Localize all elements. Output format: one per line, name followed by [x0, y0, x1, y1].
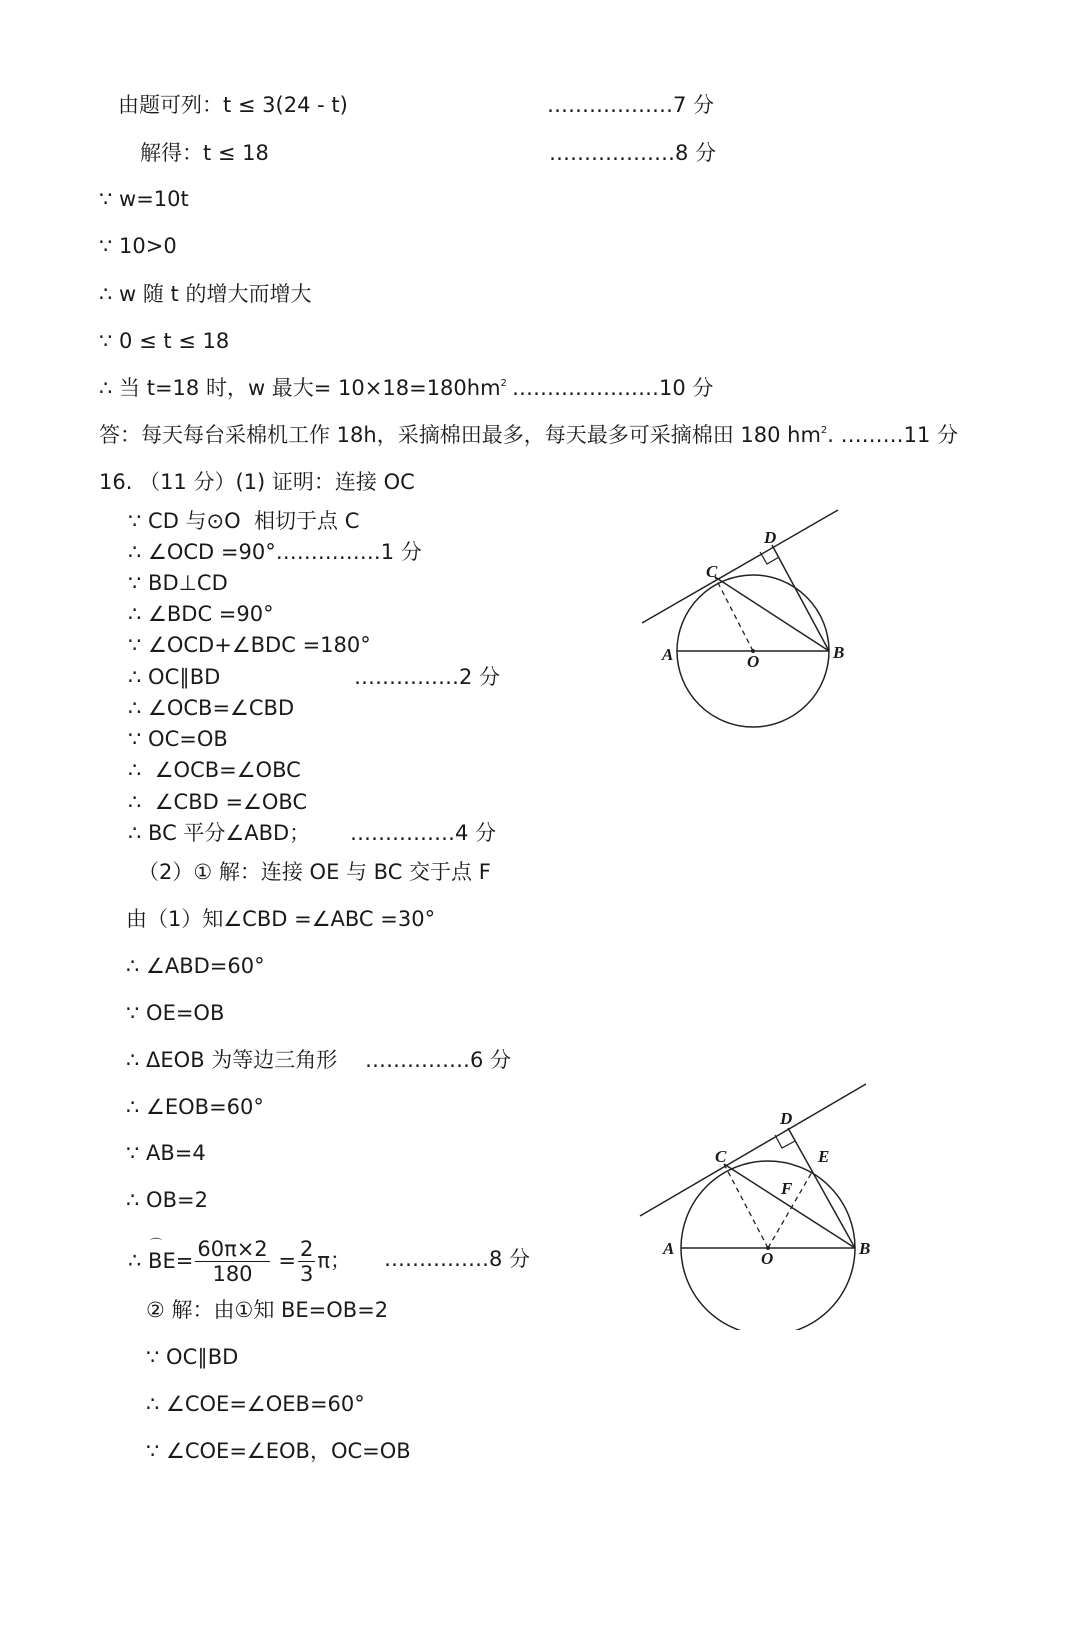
text-line [146, 1299, 388, 1322]
score-marker: ………………8 分 [549, 141, 717, 165]
line-text: 由题可列：t ≤ 3(24 - t) [118, 93, 348, 117]
line-text: 16. （11 分）(1) 证明：连接 OC [99, 470, 415, 494]
line-text: ∵ OC=OB [128, 727, 228, 751]
line-text: ∴ ∠CBD =∠OBC [128, 790, 308, 814]
text-line [140, 142, 269, 165]
line-text: ∵ 0 ≤ t ≤ 18 [99, 329, 230, 353]
label-d: D [780, 1109, 793, 1128]
superscript: 2 [500, 378, 507, 389]
text-line [99, 283, 311, 306]
arc-score: ……………8 分 [384, 1247, 531, 1271]
line-text: ∴ 当 t=18 时，w 最大= 10×18=180hm [99, 376, 501, 400]
geometry-figure-2 [638, 1080, 878, 1330]
fraction-1-numerator: 60π×2 [197, 1237, 268, 1261]
text-line [128, 603, 274, 626]
text-line [138, 861, 491, 884]
score-marker: ……………6 分 [365, 1048, 512, 1072]
circle-o [681, 1161, 855, 1330]
line-text: ∵ ∠COE=∠EOB，OC=OB [146, 1439, 411, 1463]
line-text: ② 解：由①知 BE=OB=2 [146, 1298, 389, 1322]
line-text: ∴ ΔEOB 为等边三角形 [126, 1048, 338, 1072]
text-line [128, 510, 359, 533]
text-line [118, 94, 348, 117]
text-line [128, 759, 301, 782]
label-a: A [663, 1239, 675, 1258]
text-line [128, 666, 220, 689]
line-text: ∴ w 随 t 的增大而增大 [99, 282, 312, 306]
label-b: B [833, 643, 845, 662]
line-text: ∵ 10>0 [99, 234, 177, 258]
geometry-figure-1 [640, 505, 860, 735]
segment-oc-dashed [724, 1164, 768, 1248]
line-text: 解得：t ≤ 18 [140, 141, 269, 165]
line-text: ∴ ∠OCD =90°……………1 分 [128, 540, 422, 564]
label-d: D [764, 528, 777, 547]
line-text: ∴ ∠BDC =90° [128, 602, 274, 626]
line-text: ∴ OB=2 [126, 1188, 208, 1212]
text-line [126, 1189, 208, 1212]
label-e: E [818, 1147, 830, 1166]
text-line [128, 822, 310, 845]
arc-suffix: π； [317, 1248, 351, 1273]
fraction-1 [195, 1238, 269, 1285]
text-line [126, 1049, 337, 1072]
line-text: ∵ OE=OB [126, 1001, 225, 1025]
label-o: O [761, 1249, 774, 1268]
text-line [99, 330, 229, 353]
label-f: F [781, 1179, 793, 1198]
line-text: ∴ BC 平分∠ABD； [128, 821, 311, 845]
text-line [128, 697, 294, 720]
segment-oc-dashed [715, 577, 753, 651]
line-text: ∵ AB=4 [126, 1141, 206, 1165]
text-line [99, 424, 958, 447]
text-line [126, 1142, 206, 1165]
score-marker: ………………7 分 [547, 93, 715, 117]
line-text: ∴ ∠COE=∠OEB=60° [146, 1392, 365, 1416]
right-angle-mark [775, 1135, 795, 1148]
score-marker: ……………2 分 [354, 665, 501, 689]
line-text: ∴ ∠ABD=60° [126, 954, 265, 978]
segment-cb [724, 1164, 855, 1248]
line-text: ∴ OC∥BD [128, 665, 221, 689]
line-text: ∵ CD 与⊙O 相切于点 C [128, 509, 360, 533]
segment-db [772, 545, 829, 651]
text-line [99, 471, 415, 494]
text-line [128, 634, 371, 657]
segment-cb [715, 577, 829, 651]
score-marker: …………………10 分 [512, 376, 714, 400]
superscript: 2 [820, 425, 828, 436]
text-line [128, 572, 228, 595]
tangent-line-cd [640, 1084, 866, 1216]
line-text: ∵ OC∥BD [146, 1345, 239, 1369]
line-text: ∵ w=10t [99, 187, 189, 211]
score-marker: ……………4 分 [350, 821, 497, 845]
arc-be-label: ⌒ BE [148, 1249, 176, 1273]
segment-db [788, 1128, 855, 1248]
label-b: B [859, 1239, 871, 1258]
text-line [128, 728, 228, 751]
fraction-2-denominator: 3 [299, 1262, 314, 1287]
line-text: ∵ ∠OCD+∠BDC =180° [128, 633, 371, 657]
line-text: 由（1）知∠CBD =∠ABC =30° [126, 907, 436, 931]
label-o: O [747, 652, 760, 671]
text-line [146, 1346, 238, 1369]
label-c: C [706, 562, 718, 581]
text-line [126, 908, 435, 931]
tangent-line-cd [642, 510, 838, 623]
fraction-2-numerator: 2 [299, 1237, 314, 1261]
text-line [146, 1393, 365, 1416]
text-line [99, 235, 177, 258]
line-tail: . ………11 分 [827, 423, 959, 447]
arc-eq2: = [278, 1248, 296, 1273]
text-line [126, 1002, 224, 1025]
text-line [99, 188, 189, 211]
text-line [128, 541, 422, 564]
text-line [99, 377, 507, 400]
text-line [126, 1096, 264, 1119]
line-text: （2）① 解：连接 OE 与 BC 交于点 F [138, 860, 491, 884]
text-line [128, 791, 307, 814]
text-line [126, 955, 265, 978]
arc-prefix: ∴ [128, 1248, 149, 1273]
line-text: ∴ ∠EOB=60° [126, 1095, 264, 1119]
arc-length-line [128, 1238, 351, 1285]
arc-eq: = [175, 1248, 194, 1273]
line-text: ∴ ∠OCB=∠OBC [128, 758, 301, 782]
text-line [146, 1440, 411, 1463]
line-text: ∵ BD⊥CD [128, 571, 228, 595]
fraction-1-denominator: 180 [212, 1262, 253, 1287]
fraction-2 [298, 1238, 315, 1285]
line-text: 答：每天每台采棉机工作 18h，采摘棉田最多，每天最多可采摘棉田 180 hm [99, 423, 821, 447]
line-text: ∴ ∠OCB=∠CBD [128, 696, 295, 720]
label-c: C [715, 1147, 727, 1166]
label-a: A [662, 645, 674, 664]
